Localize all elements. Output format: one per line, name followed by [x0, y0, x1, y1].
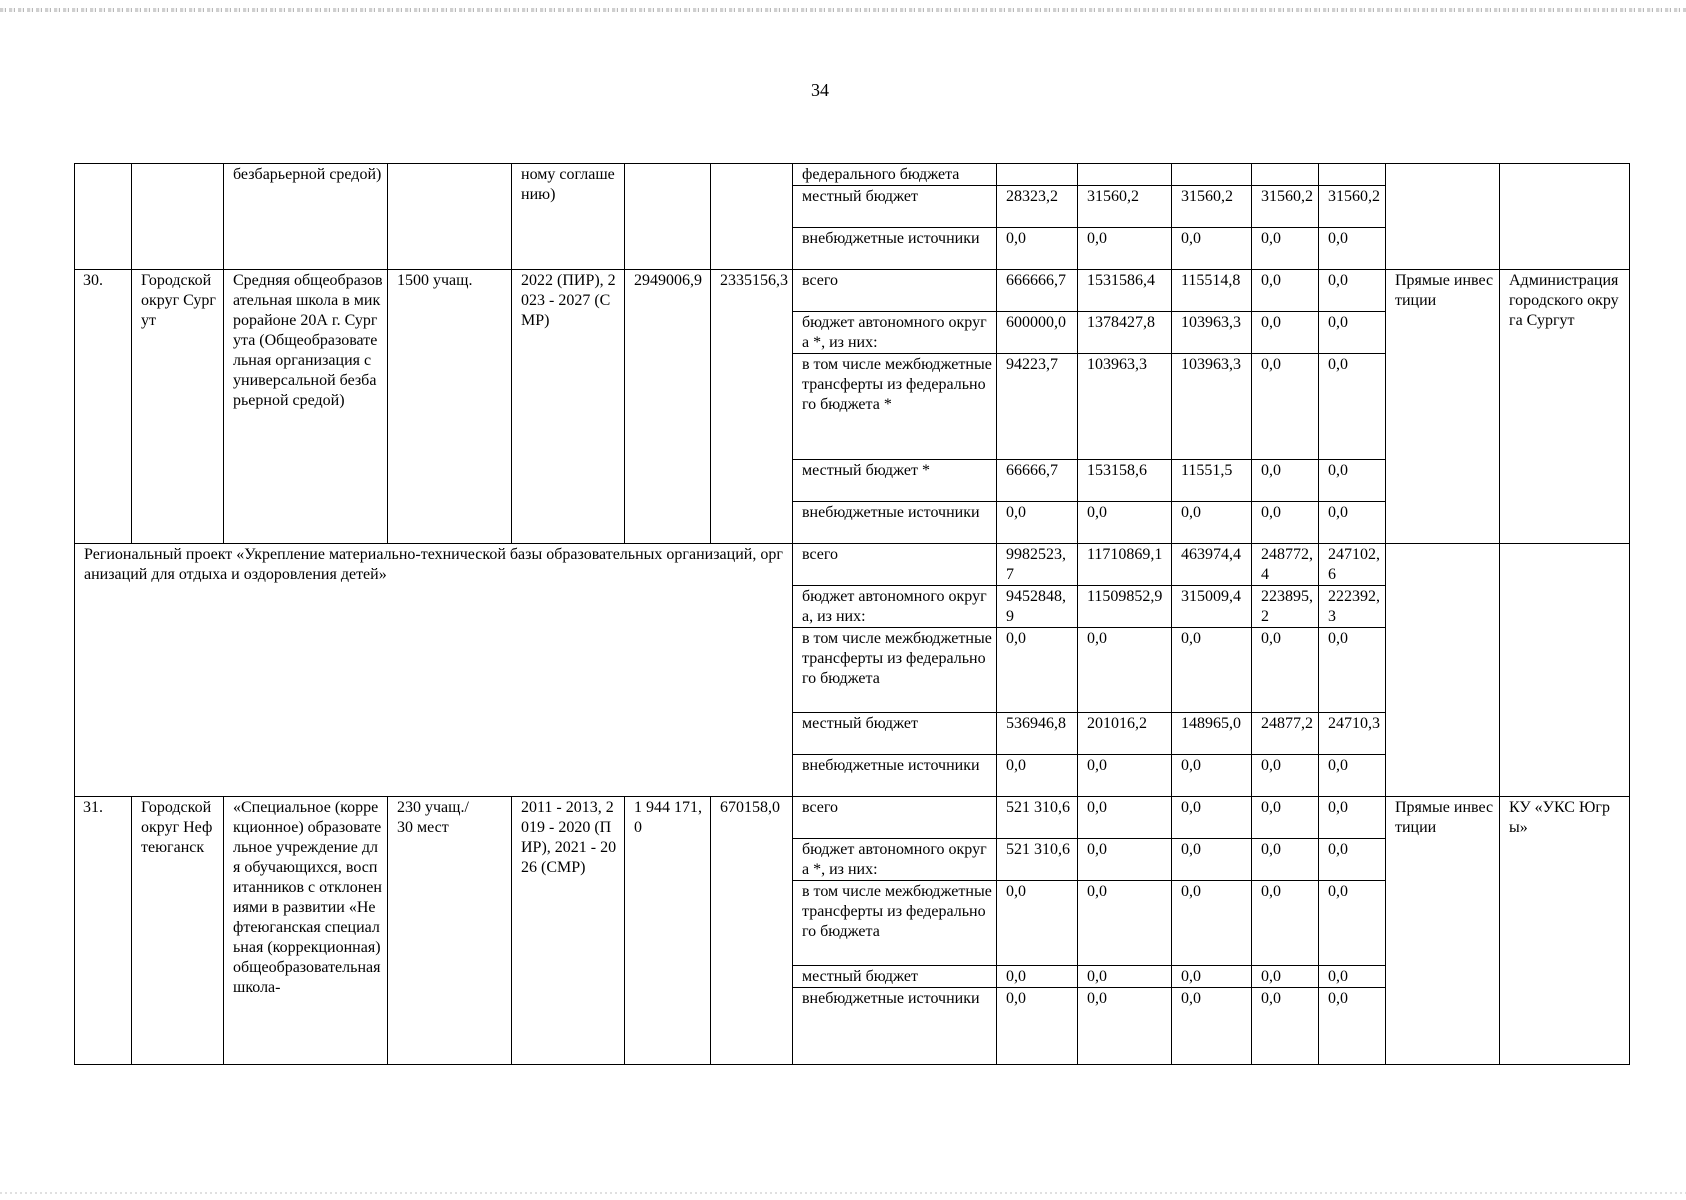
value-cell: 0,0 [997, 628, 1078, 713]
value-cell: 0,0 [1252, 988, 1319, 1065]
investment-table [74, 163, 1630, 1065]
source-label: внебюджетные источники [793, 502, 997, 544]
value-cell: 0,0 [1319, 312, 1386, 354]
value-cell: 0,0 [1252, 270, 1319, 312]
value-cell: 1378427,8 [1078, 312, 1172, 354]
value-cell: 666666,7 [997, 270, 1078, 312]
value-cell: 11710869,1 [1078, 544, 1172, 586]
source-label: местный бюджет * [793, 460, 997, 502]
cont-capacity-cell [388, 164, 512, 270]
period-cell: 2011 - 2013, 2019 - 2020 (ПИР), 2021 - 2026 (СМР) [512, 797, 625, 1065]
table-row [75, 164, 1630, 186]
value-cell: 0,0 [1078, 502, 1172, 544]
table-row [75, 544, 1630, 586]
row-number: 30. [75, 270, 132, 544]
source-label: всего [793, 797, 997, 839]
value-cell: 0,0 [1172, 797, 1252, 839]
object-cell: «Специальное (коррекционное) образовательное учреждение для обучающихся, воспитанников с отклонениями в развитии «Нефтеюганская специальная (коррекционная) общеобразовательная школа- [224, 797, 388, 1065]
source-label: всего [793, 544, 997, 586]
value-cell: 0,0 [1078, 628, 1172, 713]
value-cell: 0,0 [1319, 966, 1386, 988]
source-label: всего [793, 270, 997, 312]
source-label: федерального бюджета [793, 164, 997, 186]
value-cell: 0,0 [1078, 797, 1172, 839]
value-cell: 103963,3 [1172, 354, 1252, 460]
value-cell [997, 164, 1078, 186]
value-cell: 0,0 [1172, 966, 1252, 988]
value-cell: 0,0 [997, 755, 1078, 797]
value-cell: 11551,5 [1172, 460, 1252, 502]
value-cell: 0,0 [1319, 502, 1386, 544]
value-cell: 31560,2 [1078, 186, 1172, 228]
regional-customer-cell [1500, 544, 1630, 797]
scan-edge-top [0, 8, 1686, 12]
value-cell [1319, 164, 1386, 186]
value-cell: 0,0 [1319, 839, 1386, 881]
customer-cell: КУ «УКС Югры» [1500, 797, 1630, 1065]
source-label: в том числе межбюджетные трансферты из федерального бюджета [793, 881, 997, 966]
value-cell: 0,0 [1078, 839, 1172, 881]
value-cell: 103963,3 [1078, 354, 1172, 460]
source-label: внебюджетные источники [793, 755, 997, 797]
value-cell: 31560,2 [1319, 186, 1386, 228]
regional-investment-form-cell [1386, 544, 1500, 797]
cont-customer-cell [1500, 164, 1630, 270]
value-cell: 28323,2 [997, 186, 1078, 228]
value-cell: 0,0 [1252, 839, 1319, 881]
value-cell: 247102,6 [1319, 544, 1386, 586]
value-cell: 9982523,7 [997, 544, 1078, 586]
source-label: в том числе межбюджетные трансферты из федерального бюджета * [793, 354, 997, 460]
table-row [75, 270, 1630, 312]
value-cell: 9452848,9 [997, 586, 1078, 628]
source-label: местный бюджет [793, 186, 997, 228]
source-label: внебюджетные источники [793, 988, 997, 1065]
value-cell: 103963,3 [1172, 312, 1252, 354]
cont-municipality-cell [132, 164, 224, 270]
value-cell: 0,0 [1252, 312, 1319, 354]
source-label: бюджет автономного округа *, из них: [793, 839, 997, 881]
value-cell [1252, 164, 1319, 186]
value-cell: 24710,3 [1319, 713, 1386, 755]
value-cell: 0,0 [1078, 755, 1172, 797]
investment-form-cell: Прямые инвестиции [1386, 797, 1500, 1065]
source-label: бюджет автономного округа *, из них: [793, 312, 997, 354]
value-cell: 536946,8 [997, 713, 1078, 755]
value-cell: 248772,4 [1252, 544, 1319, 586]
value-cell: 24877,2 [1252, 713, 1319, 755]
value-cell: 0,0 [997, 988, 1078, 1065]
municipality-cell: Городской округ Сургут [132, 270, 224, 544]
cost-cell: 1 944 171,0 [625, 797, 711, 1065]
balance-cell: 2335156,3 [711, 270, 793, 544]
municipality-cell: Городской округ Нефтеюганск [132, 797, 224, 1065]
value-cell: 0,0 [1252, 228, 1319, 270]
value-cell: 153158,6 [1078, 460, 1172, 502]
value-cell: 0,0 [997, 502, 1078, 544]
value-cell: 0,0 [1319, 797, 1386, 839]
value-cell: 0,0 [1319, 755, 1386, 797]
scan-edge-bottom [0, 1192, 1686, 1194]
cont-balance-cell [711, 164, 793, 270]
value-cell: 0,0 [1319, 988, 1386, 1065]
row-number: 31. [75, 797, 132, 1065]
value-cell: 115514,8 [1172, 270, 1252, 312]
cont-object-cell: безбарьерной средой) [224, 164, 388, 270]
value-cell: 0,0 [1252, 354, 1319, 460]
cont-investment-form-cell [1386, 164, 1500, 270]
value-cell: 0,0 [1252, 460, 1319, 502]
value-cell: 600000,0 [997, 312, 1078, 354]
value-cell: 0,0 [1252, 755, 1319, 797]
value-cell: 223895,2 [1252, 586, 1319, 628]
value-cell: 11509852,9 [1078, 586, 1172, 628]
source-label: бюджет автономного округа, из них: [793, 586, 997, 628]
value-cell [1172, 164, 1252, 186]
page-number: 34 [811, 80, 829, 100]
value-cell: 0,0 [997, 881, 1078, 966]
value-cell: 201016,2 [1078, 713, 1172, 755]
value-cell: 0,0 [1172, 988, 1252, 1065]
value-cell: 0,0 [1252, 797, 1319, 839]
cont-num-cell [75, 164, 132, 270]
value-cell: 0,0 [1172, 755, 1252, 797]
customer-cell: Администрация городского округа Сургут [1500, 270, 1630, 544]
value-cell: 1531586,4 [1078, 270, 1172, 312]
value-cell [1078, 164, 1172, 186]
cont-period-cell: ному соглашению) [512, 164, 625, 270]
value-cell: 0,0 [1252, 881, 1319, 966]
value-cell: 0,0 [1172, 228, 1252, 270]
value-cell: 0,0 [997, 228, 1078, 270]
value-cell: 0,0 [1252, 502, 1319, 544]
object-cell: Средняя общеобразовательная школа в микрорайоне 20А г. Сургута (Общеобразовательная организация с универсальной безбарьерной средой) [224, 270, 388, 544]
value-cell: 315009,4 [1172, 586, 1252, 628]
value-cell: 0,0 [1319, 460, 1386, 502]
value-cell: 0,0 [1172, 628, 1252, 713]
value-cell: 0,0 [1078, 881, 1172, 966]
value-cell: 463974,4 [1172, 544, 1252, 586]
value-cell: 0,0 [1172, 502, 1252, 544]
value-cell: 521 310,6 [997, 839, 1078, 881]
source-label: внебюджетные источники [793, 228, 997, 270]
value-cell: 0,0 [1172, 839, 1252, 881]
regional-project-title: Региональный проект «Укрепление материально-технической базы образовательных организаций, организаций для отдыха и оздоровления детей» [75, 544, 793, 797]
value-cell: 0,0 [1252, 628, 1319, 713]
value-cell: 0,0 [1078, 966, 1172, 988]
value-cell: 148965,0 [1172, 713, 1252, 755]
value-cell: 0,0 [1172, 881, 1252, 966]
value-cell: 0,0 [1319, 270, 1386, 312]
cont-cost-cell [625, 164, 711, 270]
value-cell: 0,0 [1078, 228, 1172, 270]
value-cell: 94223,7 [997, 354, 1078, 460]
source-label: местный бюджет [793, 966, 997, 988]
value-cell: 31560,2 [1172, 186, 1252, 228]
investment-form-cell: Прямые инвестиции [1386, 270, 1500, 544]
value-cell: 0,0 [1319, 628, 1386, 713]
value-cell: 0,0 [997, 966, 1078, 988]
value-cell: 66666,7 [997, 460, 1078, 502]
value-cell: 0,0 [1319, 354, 1386, 460]
value-cell: 222392,3 [1319, 586, 1386, 628]
value-cell: 521 310,6 [997, 797, 1078, 839]
source-label: местный бюджет [793, 713, 997, 755]
value-cell: 0,0 [1252, 966, 1319, 988]
capacity-cell: 1500 учащ. [388, 270, 512, 544]
value-cell: 0,0 [1319, 228, 1386, 270]
value-cell: 0,0 [1319, 881, 1386, 966]
source-label: в том числе межбюджетные трансферты из федерального бюджета [793, 628, 997, 713]
value-cell: 0,0 [1078, 988, 1172, 1065]
table-row [75, 797, 1630, 839]
cost-cell: 2949006,9 [625, 270, 711, 544]
capacity-cell: 230 учащ./ 30 мест [388, 797, 512, 1065]
balance-cell: 670158,0 [711, 797, 793, 1065]
value-cell: 31560,2 [1252, 186, 1319, 228]
period-cell: 2022 (ПИР), 2023 - 2027 (СМР) [512, 270, 625, 544]
